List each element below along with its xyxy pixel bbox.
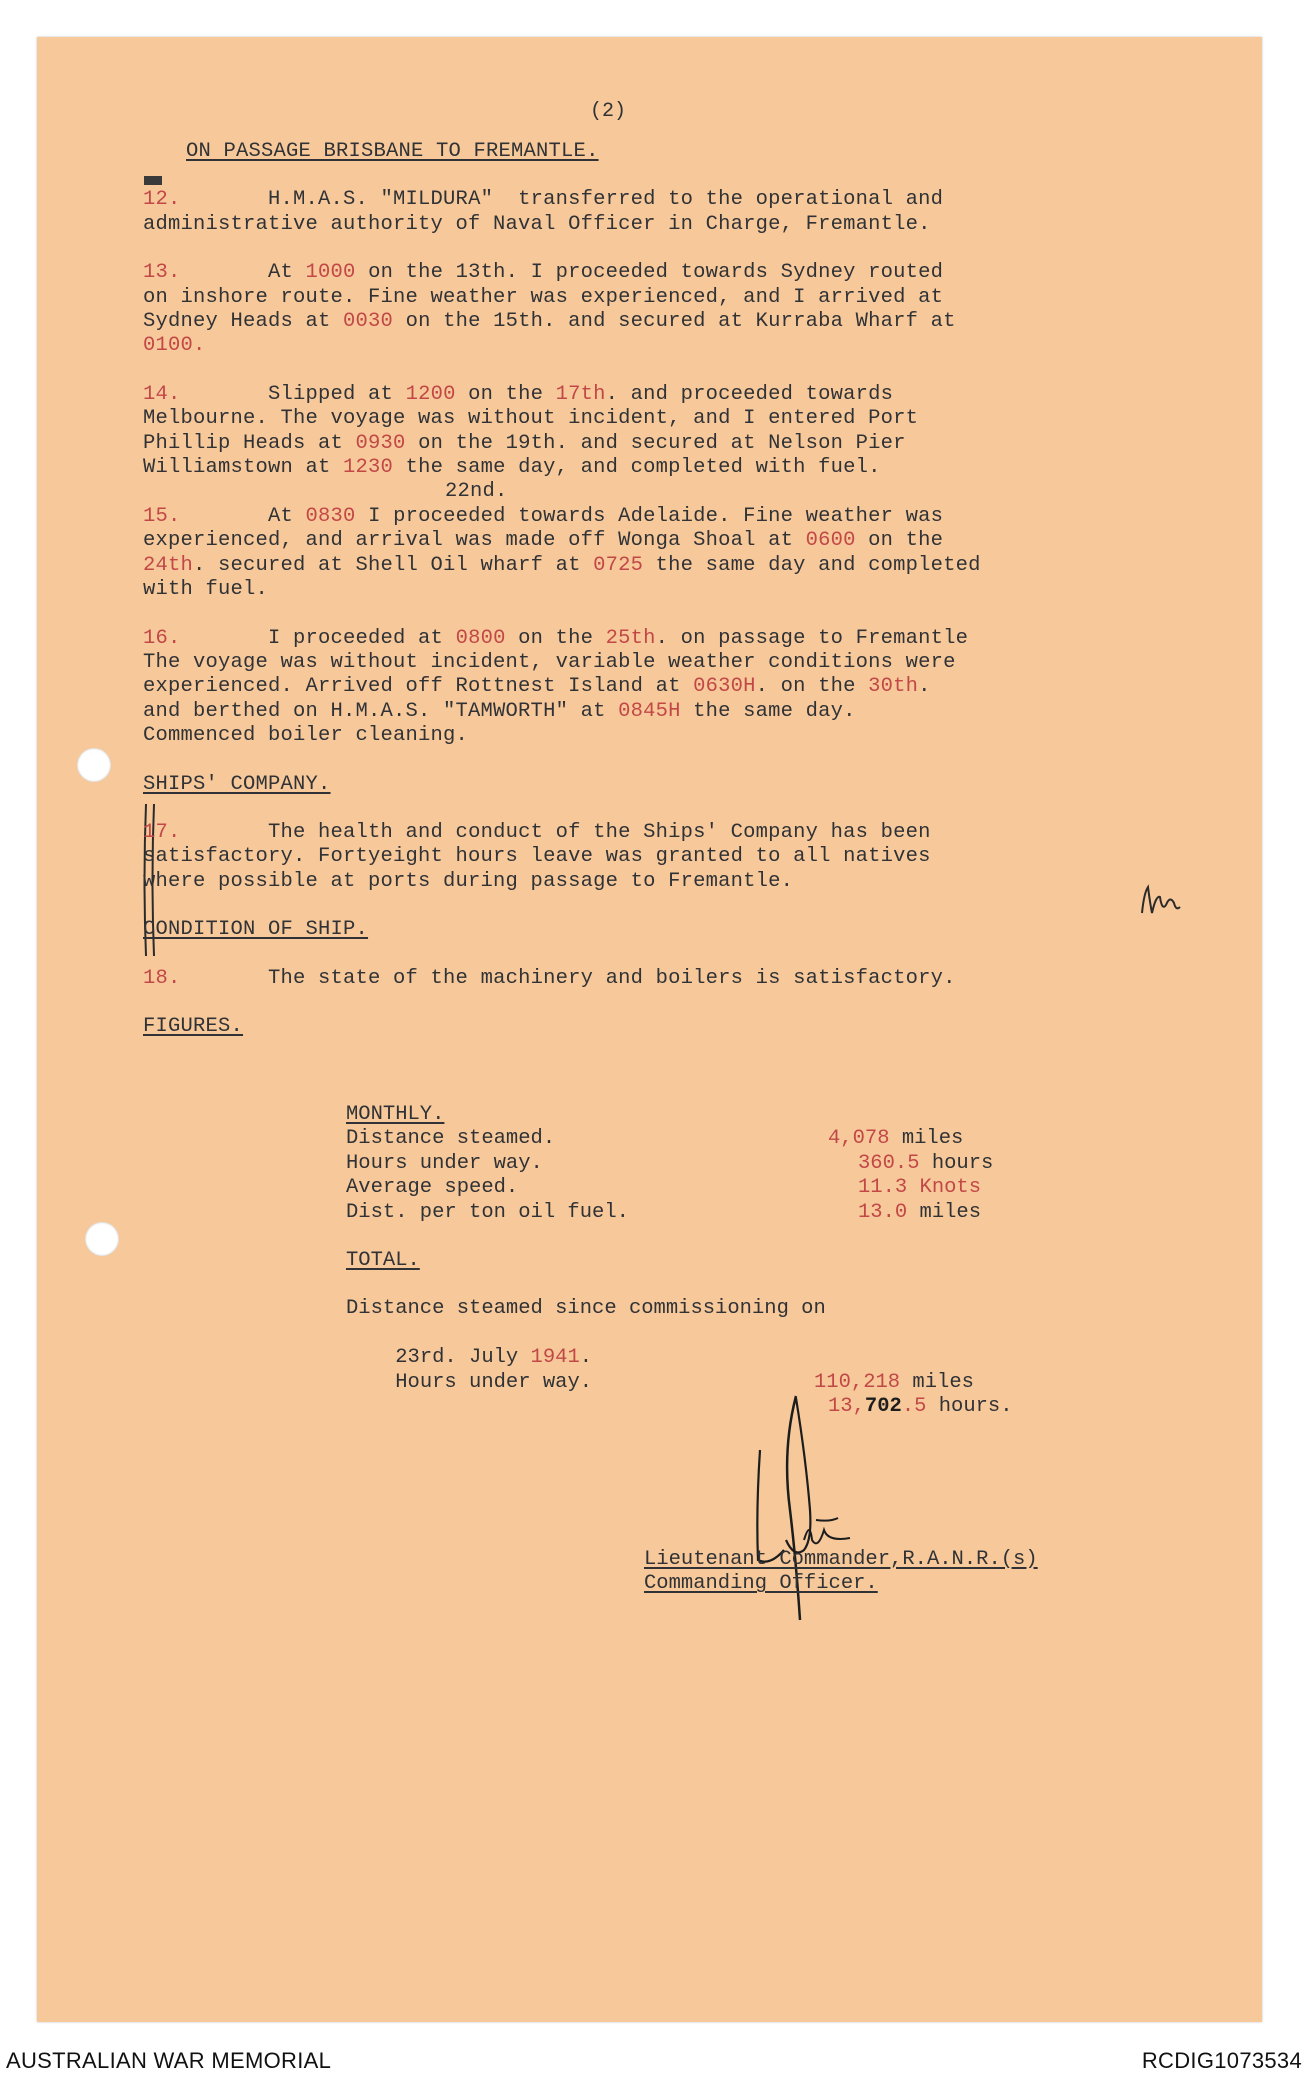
time-value: 0600 xyxy=(805,529,856,553)
para-number: 12. xyxy=(143,188,181,212)
text-fragment: . on the xyxy=(755,675,869,699)
heading-condition-of-ship: CONDITION OF SHIP. xyxy=(143,918,369,942)
text-line: The health and conduct of the Ships' Company has been xyxy=(268,820,931,844)
time-value: 0725 xyxy=(593,553,644,577)
text-fragment: . xyxy=(918,675,931,699)
heading-total: TOTAL. xyxy=(346,1248,420,1272)
para-number: 13. xyxy=(143,261,181,285)
paragraph-18 xyxy=(143,967,1203,991)
para-number: 15. xyxy=(143,504,181,528)
signatory-rank: Lieutenant Commander,R.A.N.R.(s) xyxy=(644,1548,1038,1571)
paragraph-16 xyxy=(143,627,1203,749)
monthly-row xyxy=(346,1200,982,1225)
paragraph-15 xyxy=(143,505,1203,603)
time-value: 0100. xyxy=(143,334,206,358)
heading-ships-company: SHIPS' COMPANY. xyxy=(143,772,331,796)
heading-figures: FIGURES. xyxy=(143,1014,244,1038)
paragraph-14 xyxy=(143,383,1203,505)
text-fragment: the same day. xyxy=(680,699,856,723)
text-line: The voyage was without incident, variable weather conditions were xyxy=(143,650,956,674)
text-fragment: . secured at Shell Oil wharf at xyxy=(193,553,594,577)
time-value: 0630H xyxy=(693,675,756,699)
signature-block xyxy=(644,1548,1038,1597)
text-fragment: and berthed on H.M.A.S. "TAMWORTH" at xyxy=(143,699,619,723)
text-fragment: 23rd. July xyxy=(395,1346,531,1370)
date-value: 30th xyxy=(868,675,919,699)
text-fragment: At xyxy=(268,261,306,285)
text-fragment: . and proceeded towards xyxy=(605,382,894,406)
text-fragment: I proceeded at xyxy=(268,626,456,650)
date-value: 17th xyxy=(555,382,606,406)
document-body xyxy=(143,62,1203,1039)
monthly-row xyxy=(346,1176,982,1200)
figure-value: 11.3 xyxy=(858,1176,908,1200)
monthly-figures xyxy=(346,1103,1013,1418)
text-fragment: . on passage to Fremantle xyxy=(655,626,969,650)
text-line: Distance steamed since commissioning on xyxy=(346,1297,826,1321)
inserted-date: 22nd. xyxy=(445,480,508,504)
monthly-row xyxy=(346,1127,964,1151)
text-line: satisfactory. Fortyeight hours leave was granted to all natives xyxy=(143,845,931,869)
text-fragment: experienced, and arrival was made off Wonga Shoal at xyxy=(143,529,806,553)
text-fragment: experienced. Arrived off Rottnest Island at xyxy=(143,675,694,699)
text-fragment: I proceeded towards Adelaide. Fine weather was xyxy=(355,504,944,528)
figure-label: Hours under way. xyxy=(395,1370,593,1394)
figure-value: 4,078 xyxy=(828,1127,890,1151)
date-value: 1941 xyxy=(530,1346,580,1370)
handwritten-signature xyxy=(700,1390,890,1640)
para-number: 18. xyxy=(143,966,181,990)
text-fragment: At xyxy=(268,504,306,528)
figure-unit: hours xyxy=(919,1151,994,1175)
time-value: 1230 xyxy=(343,456,394,480)
text-fragment: Williamstown at xyxy=(143,456,344,480)
figure-unit: miles xyxy=(907,1200,982,1224)
figure-unit: hours. xyxy=(926,1394,1013,1418)
time-value: 0030 xyxy=(343,310,394,334)
text-fragment: Slipped at xyxy=(268,382,406,406)
figure-value: 13.0 xyxy=(858,1200,908,1224)
figure-label: Average speed. xyxy=(346,1176,519,1200)
footer-archive-name: AUSTRALIAN WAR MEMORIAL xyxy=(6,2048,332,2073)
page-number: (2) xyxy=(590,100,627,123)
time-value: 0930 xyxy=(355,431,406,455)
para-number: 17. xyxy=(143,820,181,844)
paragraph-12 xyxy=(143,188,1203,237)
text-line: administrative authority of Naval Officer in Charge, Fremantle. xyxy=(143,212,931,236)
time-value: 1000 xyxy=(305,261,356,285)
date-value: 25th xyxy=(605,626,656,650)
figure-unit: miles xyxy=(889,1127,964,1151)
heading-monthly: MONTHLY. xyxy=(346,1103,445,1126)
text-line: with fuel. xyxy=(143,578,269,602)
time-value: 0845H xyxy=(618,699,681,723)
text-fragment: Sydney Heads at xyxy=(143,310,344,334)
text-fragment: on the xyxy=(505,626,606,650)
time-value: 0830 xyxy=(305,504,356,528)
text-line: on inshore route. Fine weather was experienced, and I arrived at xyxy=(143,285,944,309)
text-fragment: on the 13th. I proceeded towards Sydney routed xyxy=(355,261,944,285)
time-value: 1200 xyxy=(405,382,456,406)
heading-on-passage: ON PASSAGE BRISBANE TO FREMANTLE. xyxy=(186,140,599,163)
punch-hole-lower xyxy=(85,1222,119,1256)
text-fragment: the same day and completed xyxy=(643,553,981,577)
text-fragment: on the xyxy=(455,382,556,406)
paragraph-13 xyxy=(143,261,1203,359)
text-fragment: on the 15th. and secured at Kurraba Wharf at xyxy=(393,310,956,334)
text-fragment: . xyxy=(579,1346,593,1370)
text-line: The state of the machinery and boilers is satisfactory. xyxy=(268,966,956,990)
figure-value: 13, xyxy=(828,1394,865,1418)
figure-value: .5 xyxy=(901,1394,927,1418)
footer-record-id: RCDIG1073534 xyxy=(1141,2048,1302,2073)
paragraph-17 xyxy=(143,821,1203,894)
text-fragment: the same day, and completed with fuel. xyxy=(393,456,881,480)
figure-label: Distance steamed. xyxy=(346,1127,556,1151)
time-value: 0800 xyxy=(455,626,506,650)
punch-hole-upper xyxy=(77,748,111,782)
text-fragment: on the xyxy=(855,529,944,553)
para-number: 14. xyxy=(143,382,181,406)
figure-label: Hours under way. xyxy=(346,1151,543,1175)
text-fragment: Phillip Heads at xyxy=(143,431,356,455)
text-line: where possible at ports during passage to Fremantle. xyxy=(143,869,794,893)
date-value: 24th xyxy=(143,553,194,577)
monthly-row xyxy=(346,1151,994,1176)
figure-value-corrected: 702 xyxy=(864,1394,902,1418)
figure-value: 110,218 xyxy=(814,1370,901,1394)
text-line: Melbourne. The voyage was without incident, and I entered Port xyxy=(143,407,919,431)
figure-label: Dist. per ton oil fuel. xyxy=(346,1200,629,1224)
text-fragment: on the 19th. and secured at Nelson Pier xyxy=(405,431,906,455)
figure-unit: Knots xyxy=(907,1176,982,1200)
text-line: Commenced boiler cleaning. xyxy=(143,724,469,748)
text-line: H.M.A.S. "MILDURA" transferred to the operational and xyxy=(268,188,944,212)
signatory-title: Commanding Officer. xyxy=(644,1572,878,1596)
figure-value: 360.5 xyxy=(858,1151,920,1175)
para-number: 16. xyxy=(143,626,181,650)
figure-unit: miles xyxy=(900,1370,974,1394)
